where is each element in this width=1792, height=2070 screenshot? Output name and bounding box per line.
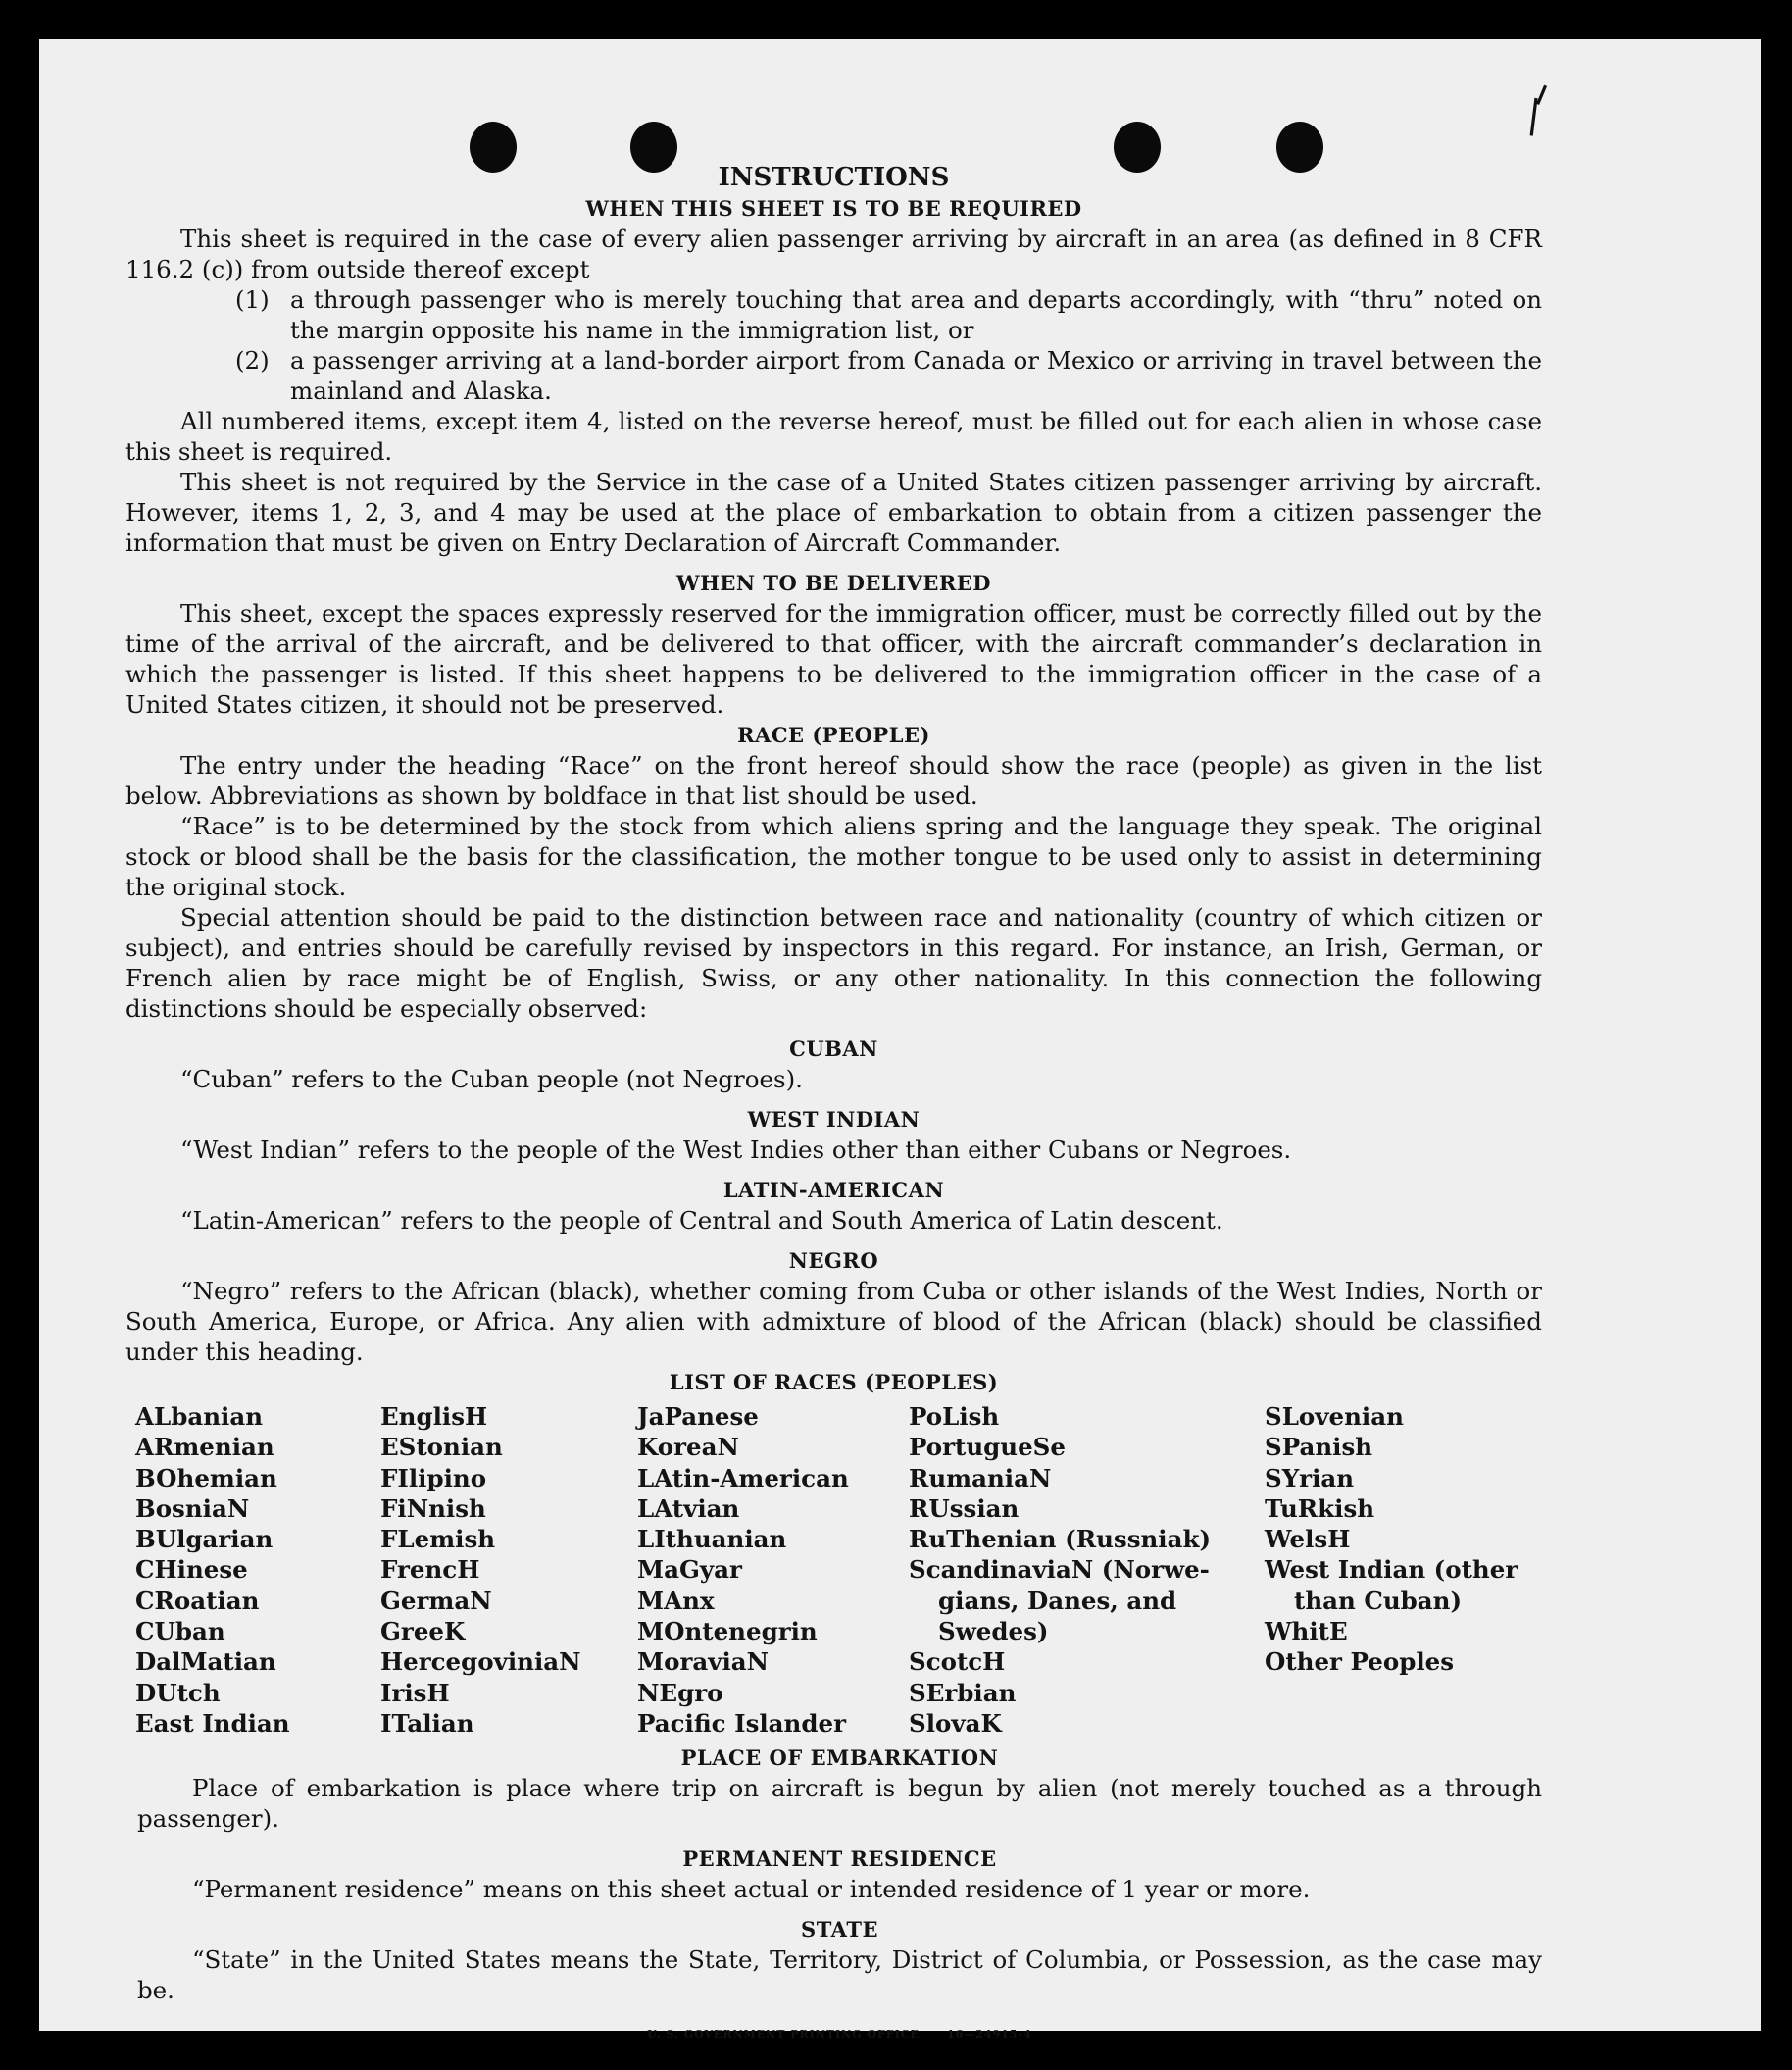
race-entry: ALbanian [135, 1402, 264, 1431]
paragraph: The entry under the heading “Race” on the front hereof should show the race (people) as given in the list below. Abbreviations as shown by boldface in that list should be used. [125, 751, 1542, 810]
race-entry: Pacific Islander [637, 1708, 846, 1738]
races-column [637, 1401, 909, 1739]
section-heading: PLACE OF EMBARKATION [680, 1745, 999, 1771]
section-heading: LIST OF RACES (PEOPLES) [669, 1370, 999, 1394]
list-item [235, 345, 1542, 406]
lower-sections [125, 1742, 1542, 2049]
race-entry: ITalian [380, 1708, 474, 1738]
section-heading: RACE (PEOPLE) [737, 723, 930, 747]
race-entry: FIlipino [380, 1463, 487, 1492]
item-text: a passenger arriving at a land-border airport from Canada or Mexico or arriving in travel between the mainland and Alaska. [290, 346, 1542, 405]
paragraph: All numbered items, except item 4, listed on the reverse hereof, must be filled out for each alien in whose case this sheet is required. [125, 407, 1542, 466]
printer-imprint [137, 2019, 1542, 2049]
paragraph: “State” in the United States means the State, Territory, District of Columbia, or Possession, as the case may be. [137, 1945, 1542, 2005]
printer-office: U. S. GOVERNMENT PRINTING OFFICE [647, 2028, 920, 2042]
race-entry: BOhemian [135, 1463, 277, 1492]
race-entry: CUban [135, 1617, 225, 1646]
race-entry: BosniaN [135, 1493, 250, 1523]
races-column [135, 1401, 380, 1739]
race-entry: MaGyar [637, 1555, 742, 1585]
race-entry: EnglisH [380, 1402, 488, 1431]
section-heading: CUBAN [789, 1036, 878, 1061]
race-entry: GreeK [380, 1617, 466, 1646]
races-column [380, 1401, 637, 1739]
race-entry: MoraviaN [637, 1647, 770, 1677]
race-entry: LIthuanian [637, 1525, 787, 1554]
race-entry: RUssian [909, 1493, 1020, 1523]
section-heading: WEST INDIAN [747, 1107, 921, 1132]
race-entry: MAnx [637, 1586, 715, 1615]
item-number: (2) [235, 346, 270, 375]
section-heading: WHEN THIS SHEET IS TO BE REQUIRED [585, 196, 1082, 221]
race-entry: NEgro [637, 1678, 723, 1707]
race-entry: ARmenian [135, 1433, 274, 1462]
race-entry: GermaN [380, 1586, 492, 1615]
race-entry: WelsH [1265, 1525, 1351, 1554]
race-entry: SlovaK [909, 1708, 1002, 1738]
race-entry: BUlgarian [135, 1525, 274, 1554]
race-entry: CRoatian [135, 1586, 260, 1615]
paragraph: “Latin-American” refers to the people of Central and South America of Latin descent. [180, 1206, 1223, 1235]
races-column [1265, 1401, 1519, 1739]
race-entry: than Cuban) [1294, 1586, 1463, 1615]
race-entry: SLovenian [1265, 1402, 1404, 1431]
race-entry: JaPanese [637, 1402, 759, 1431]
race-entry: PortugueSe [909, 1433, 1066, 1462]
race-entry: LAtvian [637, 1493, 740, 1523]
race-entry: HercegoviniaN [380, 1647, 581, 1677]
paragraph: “Race” is to be determined by the stock from which aliens spring and the language they speak. The original stock or blood shall be the basis for the classification, the mother tongue to be used only to assist in determining the original stock. [125, 812, 1542, 901]
paragraph: “Cuban” refers to the Cuban people (not Negroes). [180, 1065, 803, 1093]
section-heading: STATE [801, 1917, 878, 1943]
section-heading: LATIN-AMERICAN [722, 1178, 945, 1202]
instructions-content [125, 127, 1542, 2049]
section-heading: WHEN TO BE DELIVERED [675, 571, 991, 595]
race-entry: FiNnish [380, 1493, 486, 1523]
paragraph: Place of embarkation is place where trip on aircraft is begun by alien (not merely touched as a through passenger). [137, 1774, 1542, 1834]
race-entry: East Indian [135, 1708, 290, 1738]
page-title: INSTRUCTIONS [718, 163, 950, 192]
form-code: 16—24915-4 [946, 2028, 1032, 2042]
race-entry: FrencH [380, 1555, 480, 1585]
paragraph: This sheet, except the spaces expressly reserved for the immigration officer, must be correctly filled out by the time of the arrival of the aircraft, and be delivered to that officer, with the aircraft commander’s declaration in which the passenger is listed. If this sheet happens to be delivered to the immigration officer in the case of a United States citizen, it should not be preserved. [125, 599, 1542, 719]
race-entry: EStonian [380, 1433, 503, 1462]
paragraph: Special attention should be paid to the distinction between race and nationality (country of which citizen or subject), and entries should be carefully revised by inspectors in this regard. For instance, an Irish, German, or French alien by race might be of English, Swiss, or any other nationality. In this connection the following distinctions should be especially observed: [125, 903, 1542, 1023]
paragraph: “Negro” refers to the African (black), whether coming from Cuba or other islands of the West Indies, North or South America, Europe, or Africa. Any alien with admixture of blood of the African (black) should be classified under this heading. [125, 1277, 1542, 1366]
list-item [235, 284, 1542, 345]
race-entry: ScotcH [909, 1647, 1006, 1677]
item-number: (1) [235, 285, 270, 314]
race-entry: TuRkish [1265, 1493, 1375, 1523]
race-entry: MOntenegrin [637, 1617, 818, 1646]
section-heading: PERMANENT RESIDENCE [682, 1846, 997, 1872]
race-entry: SYrian [1265, 1463, 1355, 1492]
paragraph: This sheet is required in the case of every alien passenger arriving by aircraft in an area (as defined in 8 CFR 116.2 (c)) from outside thereof except [125, 225, 1542, 283]
race-entry: KoreaN [637, 1433, 739, 1462]
race-entry: DUtch [135, 1678, 221, 1707]
race-entry: WhitE [1265, 1617, 1348, 1646]
race-entry: LAtin-American [637, 1463, 849, 1492]
race-entry: SErbian [909, 1678, 1017, 1707]
race-entry: Other Peoples [1265, 1647, 1455, 1677]
race-entry: RuThenian (Russniak) [909, 1525, 1212, 1554]
race-entry: CHinese [135, 1555, 248, 1585]
section-heading: NEGRO [788, 1248, 879, 1273]
races-list [135, 1401, 1542, 1739]
race-entry: Swedes) [938, 1617, 1049, 1646]
race-entry: West Indian (other [1265, 1555, 1518, 1585]
paragraph: This sheet is not required by the Service in the case of a United States citizen passenger arriving by aircraft. However, items 1, 2, 3, and 4 may be used at the place of embarkation to obtain from a citizen passenger the information that must be given on Entry Declaration of Aircraft Commander. [125, 468, 1542, 557]
race-entry: DalMatian [135, 1647, 276, 1677]
race-entry: ScandinaviaN (Norwe- [909, 1555, 1210, 1585]
item-text: a through passenger who is merely touching that area and departs accordingly, with “thru” noted on the margin opposite his name in the immigration list, or [290, 285, 1542, 344]
race-entry: gians, Danes, and [938, 1586, 1177, 1615]
race-entry: RumaniaN [909, 1463, 1052, 1492]
race-entry: FLemish [380, 1525, 496, 1554]
paragraph: “West Indian” refers to the people of the West Indies other than either Cubans or Negroes. [180, 1136, 1292, 1164]
race-entry: PoLish [909, 1402, 1000, 1431]
race-entry: SPanish [1265, 1433, 1373, 1462]
document-page [39, 39, 1761, 2042]
paragraph: “Permanent residence” means on this sheet actual or intended residence of 1 year or more. [192, 1875, 1311, 1904]
race-entry: IrisH [380, 1678, 450, 1707]
races-column [909, 1401, 1265, 1739]
